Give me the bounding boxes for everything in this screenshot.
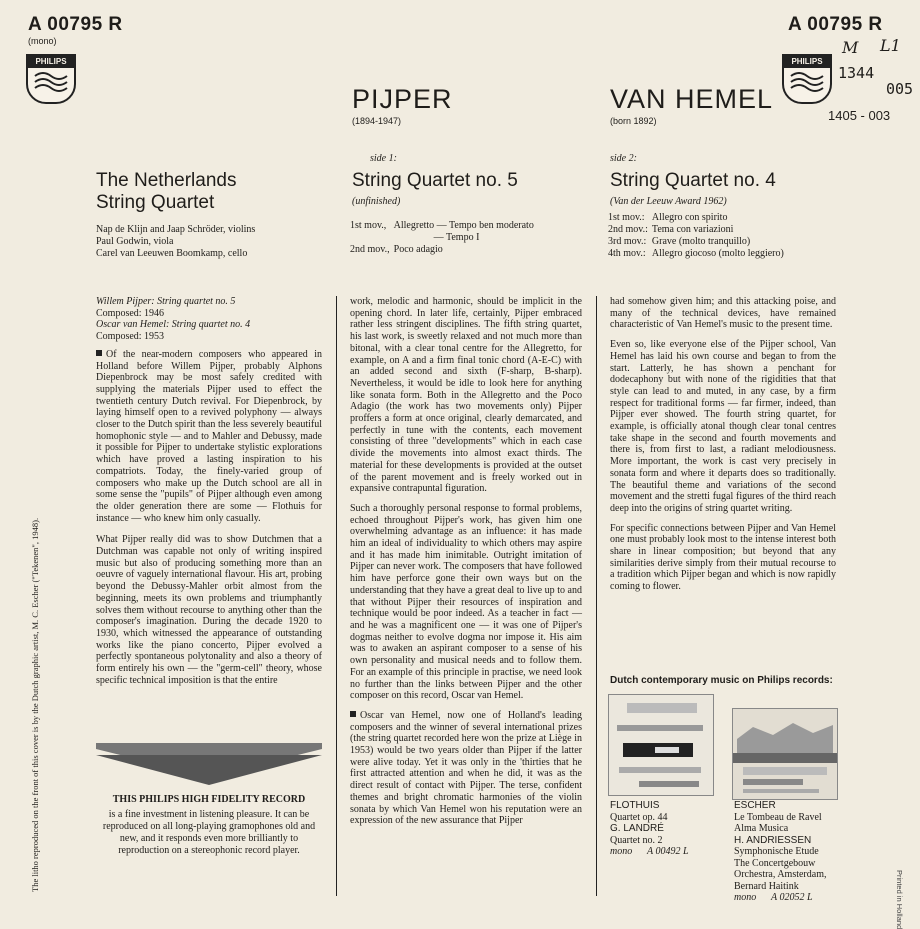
philips-waves-icon bbox=[787, 68, 827, 96]
philips-logo-left: PHILIPS bbox=[26, 54, 76, 104]
cover-art-credit: The litho reproduced on the front of this cover is by the Dutch graphic artist, M. C. Escher ("Tekenen", 1948). bbox=[30, 517, 40, 892]
column-divider bbox=[596, 296, 597, 896]
movement-row: 1st mov.: Allegro con spirito bbox=[608, 212, 728, 223]
side2-movements bbox=[608, 212, 788, 260]
composer-pijper: PIJPER bbox=[352, 84, 453, 114]
paragraph: Oscar van Hemel, now one of Holland's leading composers and the winner of several international prizes (the string quartet recorded here won the prize at Liège in 1953) would be two years older than Pijper if the latter were alive today. Yet it was only in the 'thirties that he first attracted attention and when he did, it was as the direct result of contact with Pijper. The terse, confident themes and bright chromatic harmonies of the violin sonata by which Van Hemel won his reputation were an expression of the new assurance that Pijper bbox=[350, 709, 582, 827]
paragraph: Even so, like everyone else of the Pijper school, Van Hemel has laid his own course and began to from the start. Latterly, he has shown a penchant for dodecaphony but with none of the rigidities that that style can lead to and muted, in any case, by a firm respect for traditional forms — far firmer, indeed, than Pijper ever showed. The fourth string quartet, for example, is officially atonal though clear tonal centres take shape in the second and fourth movements and there is, from first to last, a radiant melodiousness. More important, the work is cast very precisely in sonata form and where it departs does so traditionally. The beautiful theme and variations of the second movement and the stretti fugal figures of the third reach deep into the origins of string quartet writing. bbox=[610, 339, 836, 514]
square-bullet-icon bbox=[96, 350, 102, 356]
chevron-ornament bbox=[96, 743, 322, 787]
composer-van-hemel: VAN HEMEL bbox=[610, 84, 774, 114]
paragraph: Such a thoroughly personal response to formal problems, echoed throughout Pijper's work, has given him one overwhelming advantage as an influence: it has made him an ideal of individuality to which others may aspire and it has made him inimitable. Outright imitation of Pijper can never work. The composers that have followed him have perforce gone their own ways but on the understanding that they have a great deal to live up to and that without Pijper their resources of inspiration and technique would be poor indeed. As a teacher in fact — and he was a magnificent one — it was one of Pijper's dogmas neither to evolve dogma nor impose it. His aim was to awaken an aspirant composer to a sense of his own personality and musical needs and to follow them. For an example of this principle in practise, we need look no further than the links between Pijper and the other composer on this record, Oscar van Hemel. bbox=[350, 502, 582, 702]
stamp-number-1: 1344 bbox=[838, 64, 875, 82]
paragraph: had somehow given him; and this attacking poise, and many of the technical devices, have remained characteristic of Van Hemel's music to the present time. bbox=[610, 296, 836, 331]
players-list: Nap de Klijn and Jaap Schröder, violins Paul Godwin, viola Carel van Leeuwen Boomkamp, cello bbox=[96, 224, 256, 259]
paragraph: Of the near-modern composers who appeared in Holland before Willem Pijper, probably Alphons Diepenbrock may be most safely credited with supplying the materials Pijper used to effect the twentieth century Dutch revival. For Diepenbrock, by laying himself open to a revived polyphony — always closer to the Dutch spirit than the less severely beautiful homophonic style — and to Mahler and Debussy, made it possible for Pijper to undertake stylistic explorations which have proved a lasting inspiration to his compatriots. Today, the finely-varied group of composers who make up the Dutch school are all in some sense the "pupils" of Pijper although even among the older generation there are some — Flothuis for instance — who knew him only casually. bbox=[96, 348, 322, 524]
records-heading: Dutch contemporary music on Philips records: bbox=[610, 675, 833, 686]
side1-work-title: String Quartet no. 5 bbox=[352, 170, 518, 191]
movement-row: — Tempo I bbox=[433, 232, 480, 243]
side2-label: side 2: bbox=[610, 153, 637, 164]
stamp-number-2: 005 bbox=[886, 80, 914, 98]
side1-label: side 1: bbox=[370, 153, 397, 164]
record-cover-flothuis bbox=[608, 694, 714, 796]
movement-row: 4th mov.: Allegro giocoso (molto leggiero) bbox=[608, 248, 784, 259]
side1-movements bbox=[350, 220, 538, 256]
movement-row: 3rd mov.: Grave (molto tranquillo) bbox=[608, 236, 751, 247]
paragraph: What Pijper really did was to show Dutchmen that a Dutchman was capable not only of writing inspired music but also of producing something more than an oeuvre of vaguely international flavour. His art, probing beyond the Debussy-Mahler orbit almost from the beginning, meets its own problems and triumphantly solves them without recourse to anything other than the composer's imagination. During the decade 1920 to 1930, which witnessed the appearance of outstanding works like the piano concerto, Pijper evolved a perfectly spontaneous polytonality and also a theory of form entirely his own — the "germ-cell" theory, whose specific technical imposition is that the entire bbox=[96, 534, 322, 686]
record-cover-escher bbox=[732, 708, 838, 800]
side1-note: (unfinished) bbox=[352, 196, 401, 207]
handwritten-mark-1: M bbox=[842, 38, 859, 57]
column-divider bbox=[336, 296, 337, 896]
side2-work-title: String Quartet no. 4 bbox=[610, 170, 776, 191]
hifi-notice: THIS PHILIPS HIGH FIDELITY RECORD is a fine investment in listening pleasure. It can be reproduced on all long-playing gramophones old and new, and it responds even more brilliantly to reproduction on a stereophonic record player. bbox=[102, 794, 316, 856]
record-info-left: FLOTHUIS Quartet op. 44 G. LANDRÉ Quartet no. 2 mono A 00492 L bbox=[610, 800, 689, 857]
column-2 bbox=[350, 296, 582, 835]
paragraph: work, melodic and harmonic, should be implicit in the opening chord. In later life, certainly, Pijper embraced rather less stringent disciplines. The fifth string quartet, his last work, is sweetly relaxed and not much more than bitonal, with a clear tonal centre for the Allegretto, for example, on A and a firm final tonic chord (A-E-C) with an added second and sixth (F-sharp, B-sharp). Nevertheless, it would be idle to look here for anything like sonata form. Both in the Allegretto and the Poco Adagio (the work has two movements only) Pijper proffers a form at once original, clearly demarcated, and perfectly in tune with the contents, each movement consisting of three "developments" which in each case divide the movements into almost exact thirds. The material for these developments is provided at the outset of the parent movement and is freely worked out in expansive contrapuntal figuration. bbox=[350, 296, 582, 495]
composed-info: Willem Pijper: String quartet no. 5 Composed: 1946 Oscar van Hemel: String quartet no. 4 Composed: 1953 bbox=[96, 296, 251, 343]
composer-pijper-dates: (1894-1947) bbox=[352, 116, 402, 126]
stamp-number-3: 1405 - 003 bbox=[828, 108, 891, 123]
composer-van-hemel-dates: (born 1892) bbox=[610, 116, 657, 126]
movement-row: 1st mov., Allegretto — Tempo ben moderato bbox=[350, 220, 534, 231]
printed-in-holland: Printed in Holland bbox=[895, 870, 904, 929]
catalog-number-right: A 00795 R bbox=[788, 14, 883, 35]
philips-logo-right: PHILIPS bbox=[782, 54, 832, 104]
ensemble-title: The Netherlands String Quartet bbox=[96, 170, 237, 213]
record-info-right: ESCHER Le Tombeau de Ravel Alma Musica H. ANDRIESSEN Symphonische Etude The Concertgebouw Orchestra, Amsterdam, Bernard Haitink mono A 02052 L bbox=[734, 800, 827, 903]
column-3 bbox=[610, 296, 836, 601]
handwritten-mark-2: L1 bbox=[880, 36, 901, 55]
movement-row: 2nd mov., Poco adagio bbox=[350, 244, 443, 255]
column-1 bbox=[96, 296, 322, 695]
mono-label: (mono) bbox=[28, 36, 57, 46]
square-bullet-icon bbox=[350, 711, 356, 717]
philips-waves-icon bbox=[31, 68, 71, 96]
catalog-number-left: A 00795 R bbox=[28, 14, 123, 35]
paragraph: For specific connections between Pijper and Van Hemel one must probably look most to the intense interest both share in linear composition; but beyond that any similarities derive simply from their mutual recourse to a tradition which Pijper began and which is now rapidly coming to flower. bbox=[610, 522, 836, 593]
side2-note: (Van der Leeuw Award 1962) bbox=[610, 196, 727, 207]
movement-row: 2nd mov.: Tema con variazioni bbox=[608, 224, 734, 235]
